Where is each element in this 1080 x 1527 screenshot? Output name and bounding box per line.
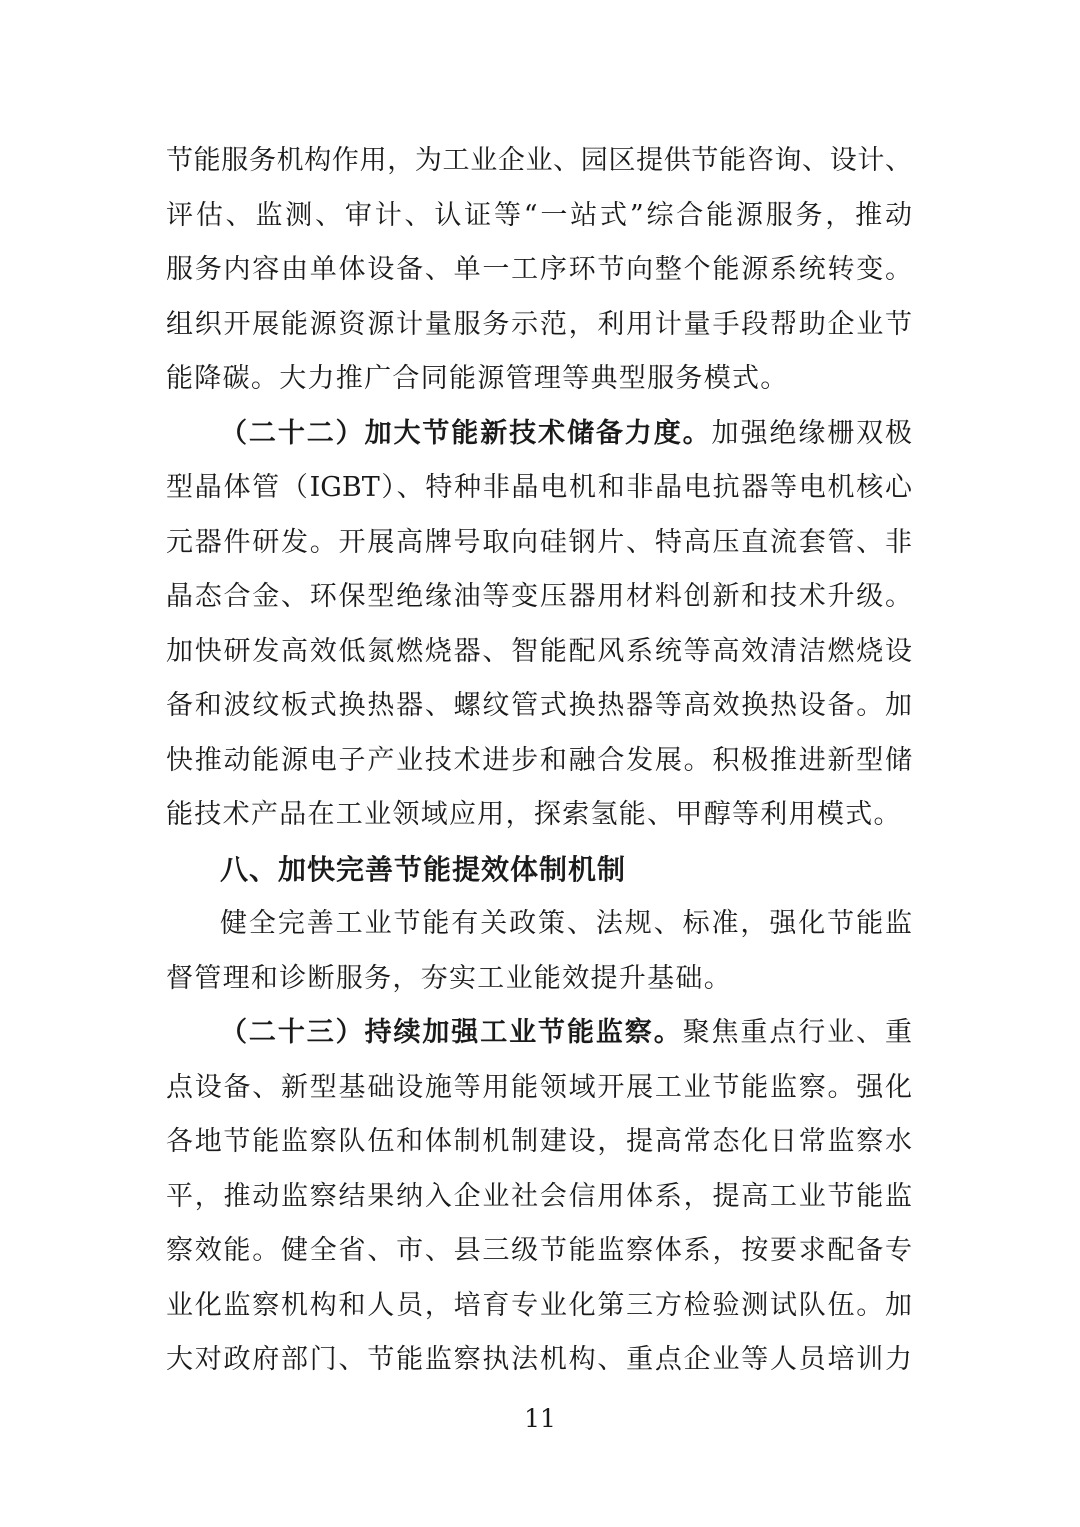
text-segment: 聚焦重点行业、重 bbox=[682, 1017, 913, 1048]
text-line bbox=[166, 952, 912, 1007]
text-line bbox=[166, 1115, 912, 1170]
text-segment: 备和波纹板式换热器、螺纹管式换热器等高效换热设备。加 bbox=[166, 690, 912, 721]
text-line bbox=[166, 788, 912, 843]
text-line bbox=[166, 679, 912, 734]
text-line bbox=[166, 461, 912, 516]
text-segment: 元器件研发。开展高牌号取向硅钢片、特高压直流套管、非 bbox=[166, 526, 912, 558]
text-line bbox=[166, 734, 912, 789]
text-segment: 服务内容由单体设备、单一工序环节向整个能源系统转变。 bbox=[166, 254, 912, 285]
bold-text-segment: 八、加快完善节能提效体制机制 bbox=[220, 852, 627, 886]
text-line bbox=[166, 1170, 912, 1225]
text-line bbox=[166, 1061, 912, 1116]
text-segment: 大对政府部门、节能监察执法机构、重点企业等人员培训力 bbox=[166, 1344, 912, 1375]
text-segment: 各地节能监察队伍和体制机制建设，提高常态化日常监察水 bbox=[166, 1126, 912, 1157]
text-line bbox=[166, 1333, 912, 1388]
text-segment: 组织开展能源资源计量服务示范，利用计量手段帮助企业节 bbox=[166, 308, 912, 340]
text-line bbox=[166, 189, 912, 244]
text-segment: 晶态合金、环保型绝缘油等变压器用材料创新和技术升级。 bbox=[166, 581, 912, 612]
text-segment: 快推动能源电子产业技术进步和融合发展。积极推进新型储 bbox=[166, 744, 912, 776]
text-line bbox=[166, 1279, 912, 1334]
text-line bbox=[166, 1224, 912, 1279]
text-segment: 业化监察机构和人员，培育专业化第三方检验测试队伍。加 bbox=[166, 1289, 912, 1321]
text-segment: 能技术产品在工业领域应用，探索氢能、甲醇等利用模式。 bbox=[166, 799, 902, 830]
section-heading bbox=[166, 843, 912, 898]
text-segment: 健全完善工业节能有关政策、法规、标准，强化节能监 bbox=[220, 908, 912, 939]
text-line bbox=[166, 516, 912, 571]
text-line bbox=[166, 134, 912, 189]
text-segment: 加强绝缘栅双极 bbox=[711, 417, 913, 449]
text-segment: 平，推动监察结果纳入企业社会信用体系，提高工业节能监 bbox=[166, 1180, 912, 1212]
text-line bbox=[166, 407, 912, 462]
text-segment: 节能服务机构作用，为工业企业、园区提供节能咨询、设计、 bbox=[166, 145, 912, 176]
page-number: 11 bbox=[524, 1404, 556, 1433]
text-segment: 能降碳。大力推广合同能源管理等典型服务模式。 bbox=[166, 363, 789, 394]
text-line bbox=[166, 352, 912, 407]
text-segment: 加快研发高效低氮燃烧器、智能配风系统等高效清洁燃烧设 bbox=[166, 635, 912, 667]
text-line bbox=[166, 897, 912, 952]
document-body bbox=[166, 134, 912, 1388]
text-segment: 察效能。健全省、市、县三级节能监察体系，按要求配备专 bbox=[166, 1235, 912, 1266]
bold-text-segment: （二十二）加大节能新技术储备力度。 bbox=[220, 417, 712, 449]
text-line bbox=[166, 1006, 912, 1061]
text-segment: 点设备、新型基础设施等用能领域开展工业节能监察。强化 bbox=[166, 1071, 912, 1103]
text-line bbox=[166, 625, 912, 680]
text-segment: 评估、监测、审计、认证等“一站式”综合能源服务，推动 bbox=[166, 199, 912, 231]
text-line bbox=[166, 243, 912, 298]
text-segment: 督管理和诊断服务，夯实工业能效提升基础。 bbox=[166, 962, 732, 994]
bold-text-segment: （二十三）持续加强工业节能监察。 bbox=[220, 1017, 683, 1048]
text-line bbox=[166, 298, 912, 353]
text-segment: 型晶体管（IGBT）、特种非晶电机和非晶电抗器等电机核心 bbox=[166, 472, 912, 503]
text-line bbox=[166, 570, 912, 625]
